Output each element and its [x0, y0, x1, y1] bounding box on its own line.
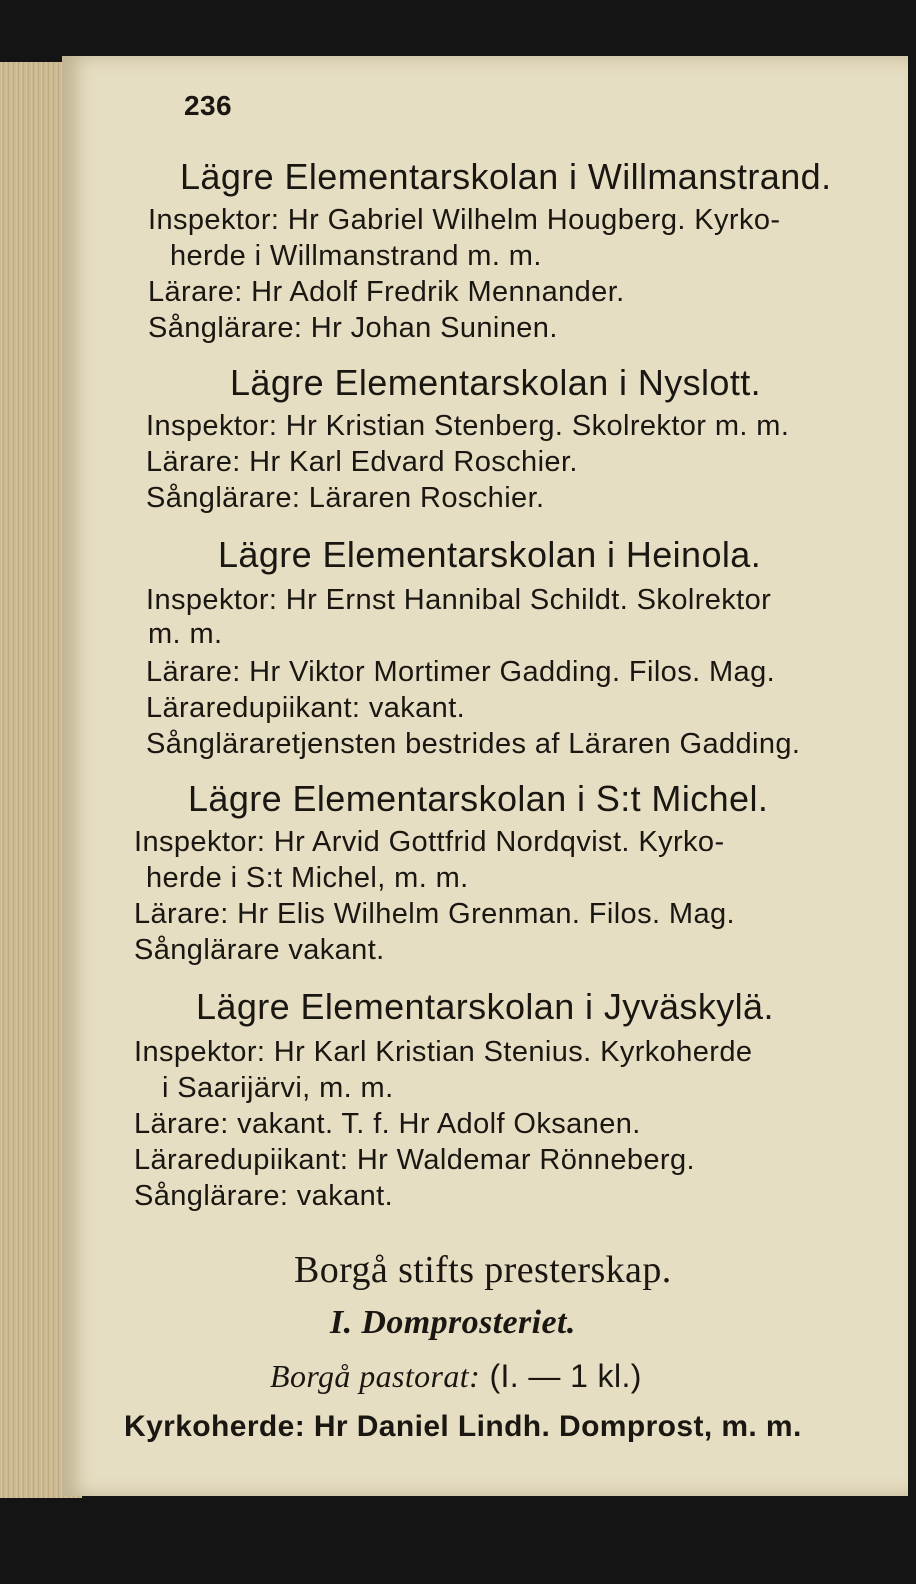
text-line: m. m.: [148, 618, 223, 650]
pastorat-class: (I. — 1 kl.): [489, 1358, 642, 1394]
text-line: herde i Willmanstrand m. m.: [170, 240, 542, 272]
text-line: i Saarijärvi, m. m.: [162, 1072, 394, 1104]
section-heading-willmanstrand: Lägre Elementarskolan i Willmanstrand.: [180, 156, 832, 197]
text-line: Lärare: Hr Elis Wilhelm Grenman. Filos. Mag.: [134, 898, 735, 930]
text-line: Sånglärare: vakant.: [134, 1180, 394, 1212]
text-line: Inspektor: Hr Karl Kristian Stenius. Kyrkoherde: [134, 1036, 753, 1068]
section-heading-nyslott: Lägre Elementarskolan i Nyslott.: [230, 362, 762, 403]
text-line: Sånglärare vakant.: [134, 934, 385, 966]
last-line: Kyrkoherde: Hr Daniel Lindh. Domprost, m. m.: [124, 1410, 802, 1443]
text-line: Sånglärare: Läraren Roschier.: [146, 482, 545, 514]
text-line: Lärare: vakant. T. f. Hr Adolf Oksanen.: [134, 1108, 641, 1140]
text-line: Inspektor: Hr Ernst Hannibal Schildt. Skolrektor: [146, 584, 772, 616]
text-line: Sånglärare: Hr Johan Suninen.: [148, 312, 558, 344]
chapter-subtitle: I. Domprosteriet.: [330, 1304, 576, 1341]
text-line: Lärare: Hr Viktor Mortimer Gadding. Filos. Mag.: [146, 656, 776, 688]
book-page: [62, 56, 908, 1496]
text-line: Inspektor: Hr Kristian Stenberg. Skolrektor m. m.: [146, 410, 790, 442]
section-heading-st-michel: Lägre Elementarskolan i S:t Michel.: [188, 778, 769, 819]
text-line: Sångläraretjensten bestrides af Läraren Gadding.: [146, 728, 801, 760]
page-number: 236: [184, 90, 232, 121]
section-heading-heinola: Lägre Elementarskolan i Heinola.: [218, 534, 762, 575]
text-line: Läraredupiikant: Hr Waldemar Rönneberg.: [134, 1144, 695, 1176]
text-line: Inspektor: Hr Gabriel Wilhelm Hougberg. Kyrko-: [148, 204, 781, 236]
text-line: Lärare: Hr Adolf Fredrik Mennander.: [148, 276, 625, 308]
section-heading-jyvaskyla: Lägre Elementarskolan i Jyväskylä.: [196, 986, 774, 1027]
text-line: Läraredupiikant: vakant.: [146, 692, 466, 724]
text-line: Lärare: Hr Karl Edvard Roschier.: [146, 446, 578, 478]
pastorat-line: [270, 1358, 642, 1395]
pastorat-label: Borgå pastorat:: [270, 1358, 481, 1394]
chapter-title: Borgå stifts presterskap.: [294, 1249, 672, 1291]
text-line: herde i S:t Michel, m. m.: [146, 862, 469, 894]
text-line: Inspektor: Hr Arvid Gottfrid Nordqvist. Kyrko-: [134, 826, 725, 858]
